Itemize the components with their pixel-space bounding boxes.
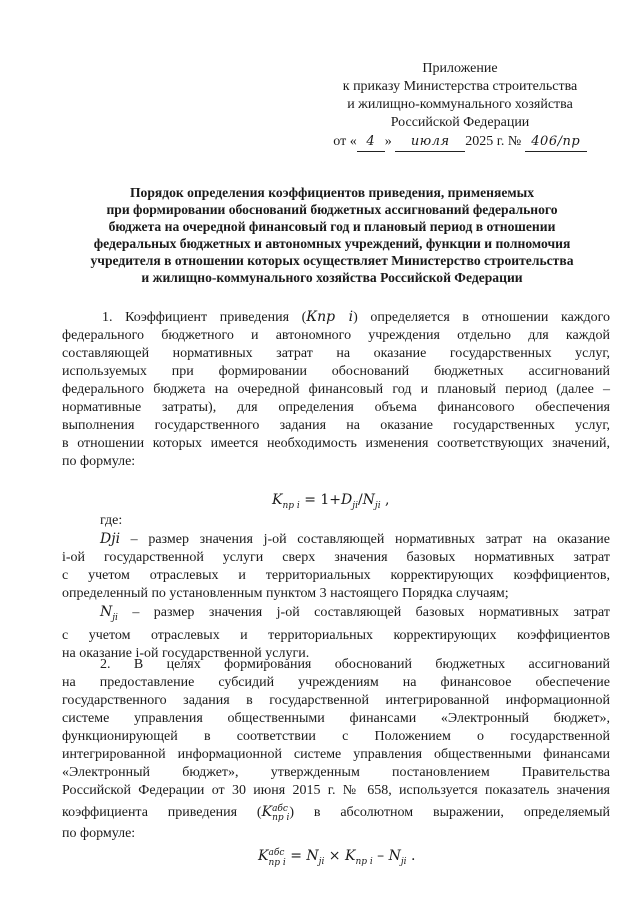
formula-coefficient: [272, 492, 390, 511]
formula-subscript: пр i: [272, 813, 290, 823]
appendix-header: [300, 60, 620, 152]
definition-line: i-ой государственной услуги сверх значения базовых нормативных затрат: [62, 550, 610, 565]
formula-subscript: пр i: [268, 858, 286, 868]
definition-line: [62, 603, 610, 627]
appendix-label: Приложение: [422, 61, 498, 76]
formula-subscript: ji: [400, 856, 407, 867]
title-line: бюджета на очередной финансовый год и плановый период в отношении: [108, 219, 556, 234]
paragraph-2: [62, 656, 610, 843]
date-prefix: от «: [333, 134, 357, 149]
formula-operator: = 1+: [299, 492, 342, 508]
paragraph-line: 2. В целях формирования обоснований бюджетных ассигнований: [100, 657, 610, 672]
paragraph-line: на предоставление субсидий учреждениям на финансовое обеспечение: [62, 675, 610, 690]
title-line: Порядок определения коэффициентов приведения, применяемых: [129, 185, 535, 200]
paragraph-line: в отношении которых имеется необходимость изменения соответствующих значений,: [62, 436, 610, 451]
date-mid: »: [384, 134, 392, 149]
formula-subscript: ji: [374, 500, 381, 511]
date-day: 4: [357, 133, 385, 152]
order-number: 406/пр: [525, 133, 587, 152]
formula-subscript: пр i: [355, 856, 373, 867]
formula-subscript: ji: [318, 856, 325, 867]
text-fragment: – размер значения j-ой составляющей нормативных затрат на оказание: [120, 532, 610, 547]
appendix-ministry: и жилищно-коммунального хозяйства: [347, 97, 573, 112]
coef-abs-variable: [261, 804, 290, 823]
paragraph-1: [62, 308, 610, 471]
paragraph-line: по формуле:: [62, 454, 136, 469]
order-date-line: [300, 133, 620, 152]
formula-symbol: N: [306, 848, 319, 864]
where-label: где:: [100, 513, 123, 528]
formula-symbol: N: [362, 492, 375, 508]
paragraph-line: федерального бюджетного и автономного учреждения отдельно для каждой: [62, 328, 610, 343]
text-fragment: ) в абсолютном выражении, определяемый: [289, 805, 610, 820]
definition-line: на оказание i-ой государственной услуги.: [62, 645, 310, 661]
formula-symbol: K: [261, 804, 273, 820]
paragraph-line: интегрированной информационной системе управления общественными финансами: [62, 747, 610, 762]
title-line: и жилищно-коммунального хозяйства Российской Федерации: [141, 270, 523, 285]
coef-variable: Кпр i: [306, 309, 354, 325]
nji-variable: N: [100, 604, 113, 620]
paragraph-line: государственного задания в государственной интегрированной информационной: [62, 693, 610, 708]
formula-operator: /: [357, 492, 363, 508]
text-fragment: 1. Коэффициент приведения (: [102, 310, 307, 325]
date-year: 2025 г. №: [465, 134, 522, 149]
title-line: федеральных бюджетных и автономных учреждений, функции и полномочия: [93, 236, 571, 251]
formula-superscript: абс: [272, 804, 288, 814]
paragraph-line: выполнения государственного задания на оказание государственных услуг,: [62, 418, 610, 433]
dji-variable: Dji: [100, 531, 121, 547]
text-fragment: коэффициента приведения (: [62, 805, 262, 820]
text-fragment: ) определяется в отношении каждого: [353, 310, 610, 325]
formula-operator: =: [285, 848, 307, 864]
formula-subscript: ji: [352, 500, 358, 511]
formula-operator: ×: [324, 848, 345, 864]
paragraph-line: используемых при формировании обоснований бюджетных ассигнований: [62, 364, 610, 379]
formula-symbol: K: [258, 848, 269, 864]
paragraph-line: Российской Федерации от 30 июня 2015 г. № 658, используется показатель значения: [62, 783, 610, 798]
paragraph-line: федерального бюджета на очередной финансовый год и плановый период (далее –: [62, 382, 610, 397]
formula-superscript: абс: [268, 848, 285, 858]
formula-symbol: D: [341, 492, 353, 508]
paragraph-line: составляющей нормативных затрат на оказание государственных услуг,: [62, 346, 610, 361]
title-line: при формировании обоснований бюджетных ассигнований федерального: [106, 202, 558, 217]
text-fragment: – размер значения j-ой составляющей базовых нормативных затрат: [117, 605, 610, 620]
title-line: учредителя в отношении которых осуществляет Министерство строительства: [90, 253, 574, 268]
date-month: июля: [395, 133, 465, 152]
formula-symbol: N: [388, 848, 401, 864]
paragraph-line: по формуле:: [62, 826, 136, 841]
paragraph-line: нормативные затраты), для определения объема финансового обеспечения: [62, 400, 610, 415]
definition-line: определенный по установленным пунктом 3 настоящего Порядка случаям;: [62, 586, 509, 601]
paragraph-line: [62, 308, 610, 327]
definition-line: с учетом отраслевых и территориальных корректирующих коэффициентов: [62, 627, 610, 643]
formula-absolute-coefficient: [258, 848, 415, 868]
paragraph-line: [62, 800, 610, 825]
sup-sub-stack: [268, 848, 285, 868]
formula-subscript: пр i: [282, 500, 300, 511]
definitions: [62, 512, 610, 663]
paragraph-line: «Электронный бюджет», утвержденным постановлением Правительства: [62, 765, 610, 780]
nji-subscript: ji: [112, 612, 118, 623]
sup-sub-stack: [272, 805, 289, 823]
definition-line: [62, 530, 610, 549]
formula-symbol: K: [344, 848, 356, 864]
document-title: [52, 184, 612, 286]
paragraph-line: функционирующей в соответствии с Положением о государственной: [62, 729, 610, 744]
formula-punct: .: [406, 848, 416, 864]
formula-operator: –: [372, 848, 389, 864]
formula-punct: ,: [380, 492, 390, 508]
paragraph-line: системе управления общественными финансами «Электронный бюджет»,: [62, 711, 610, 726]
appendix-country: Российской Федерации: [390, 115, 530, 130]
definition-line: с учетом отраслевых и территориальных корректирующих коэффициентов,: [62, 568, 610, 583]
appendix-order-ref: к приказу Министерства строительства: [342, 79, 578, 94]
formula-symbol: K: [272, 492, 283, 508]
